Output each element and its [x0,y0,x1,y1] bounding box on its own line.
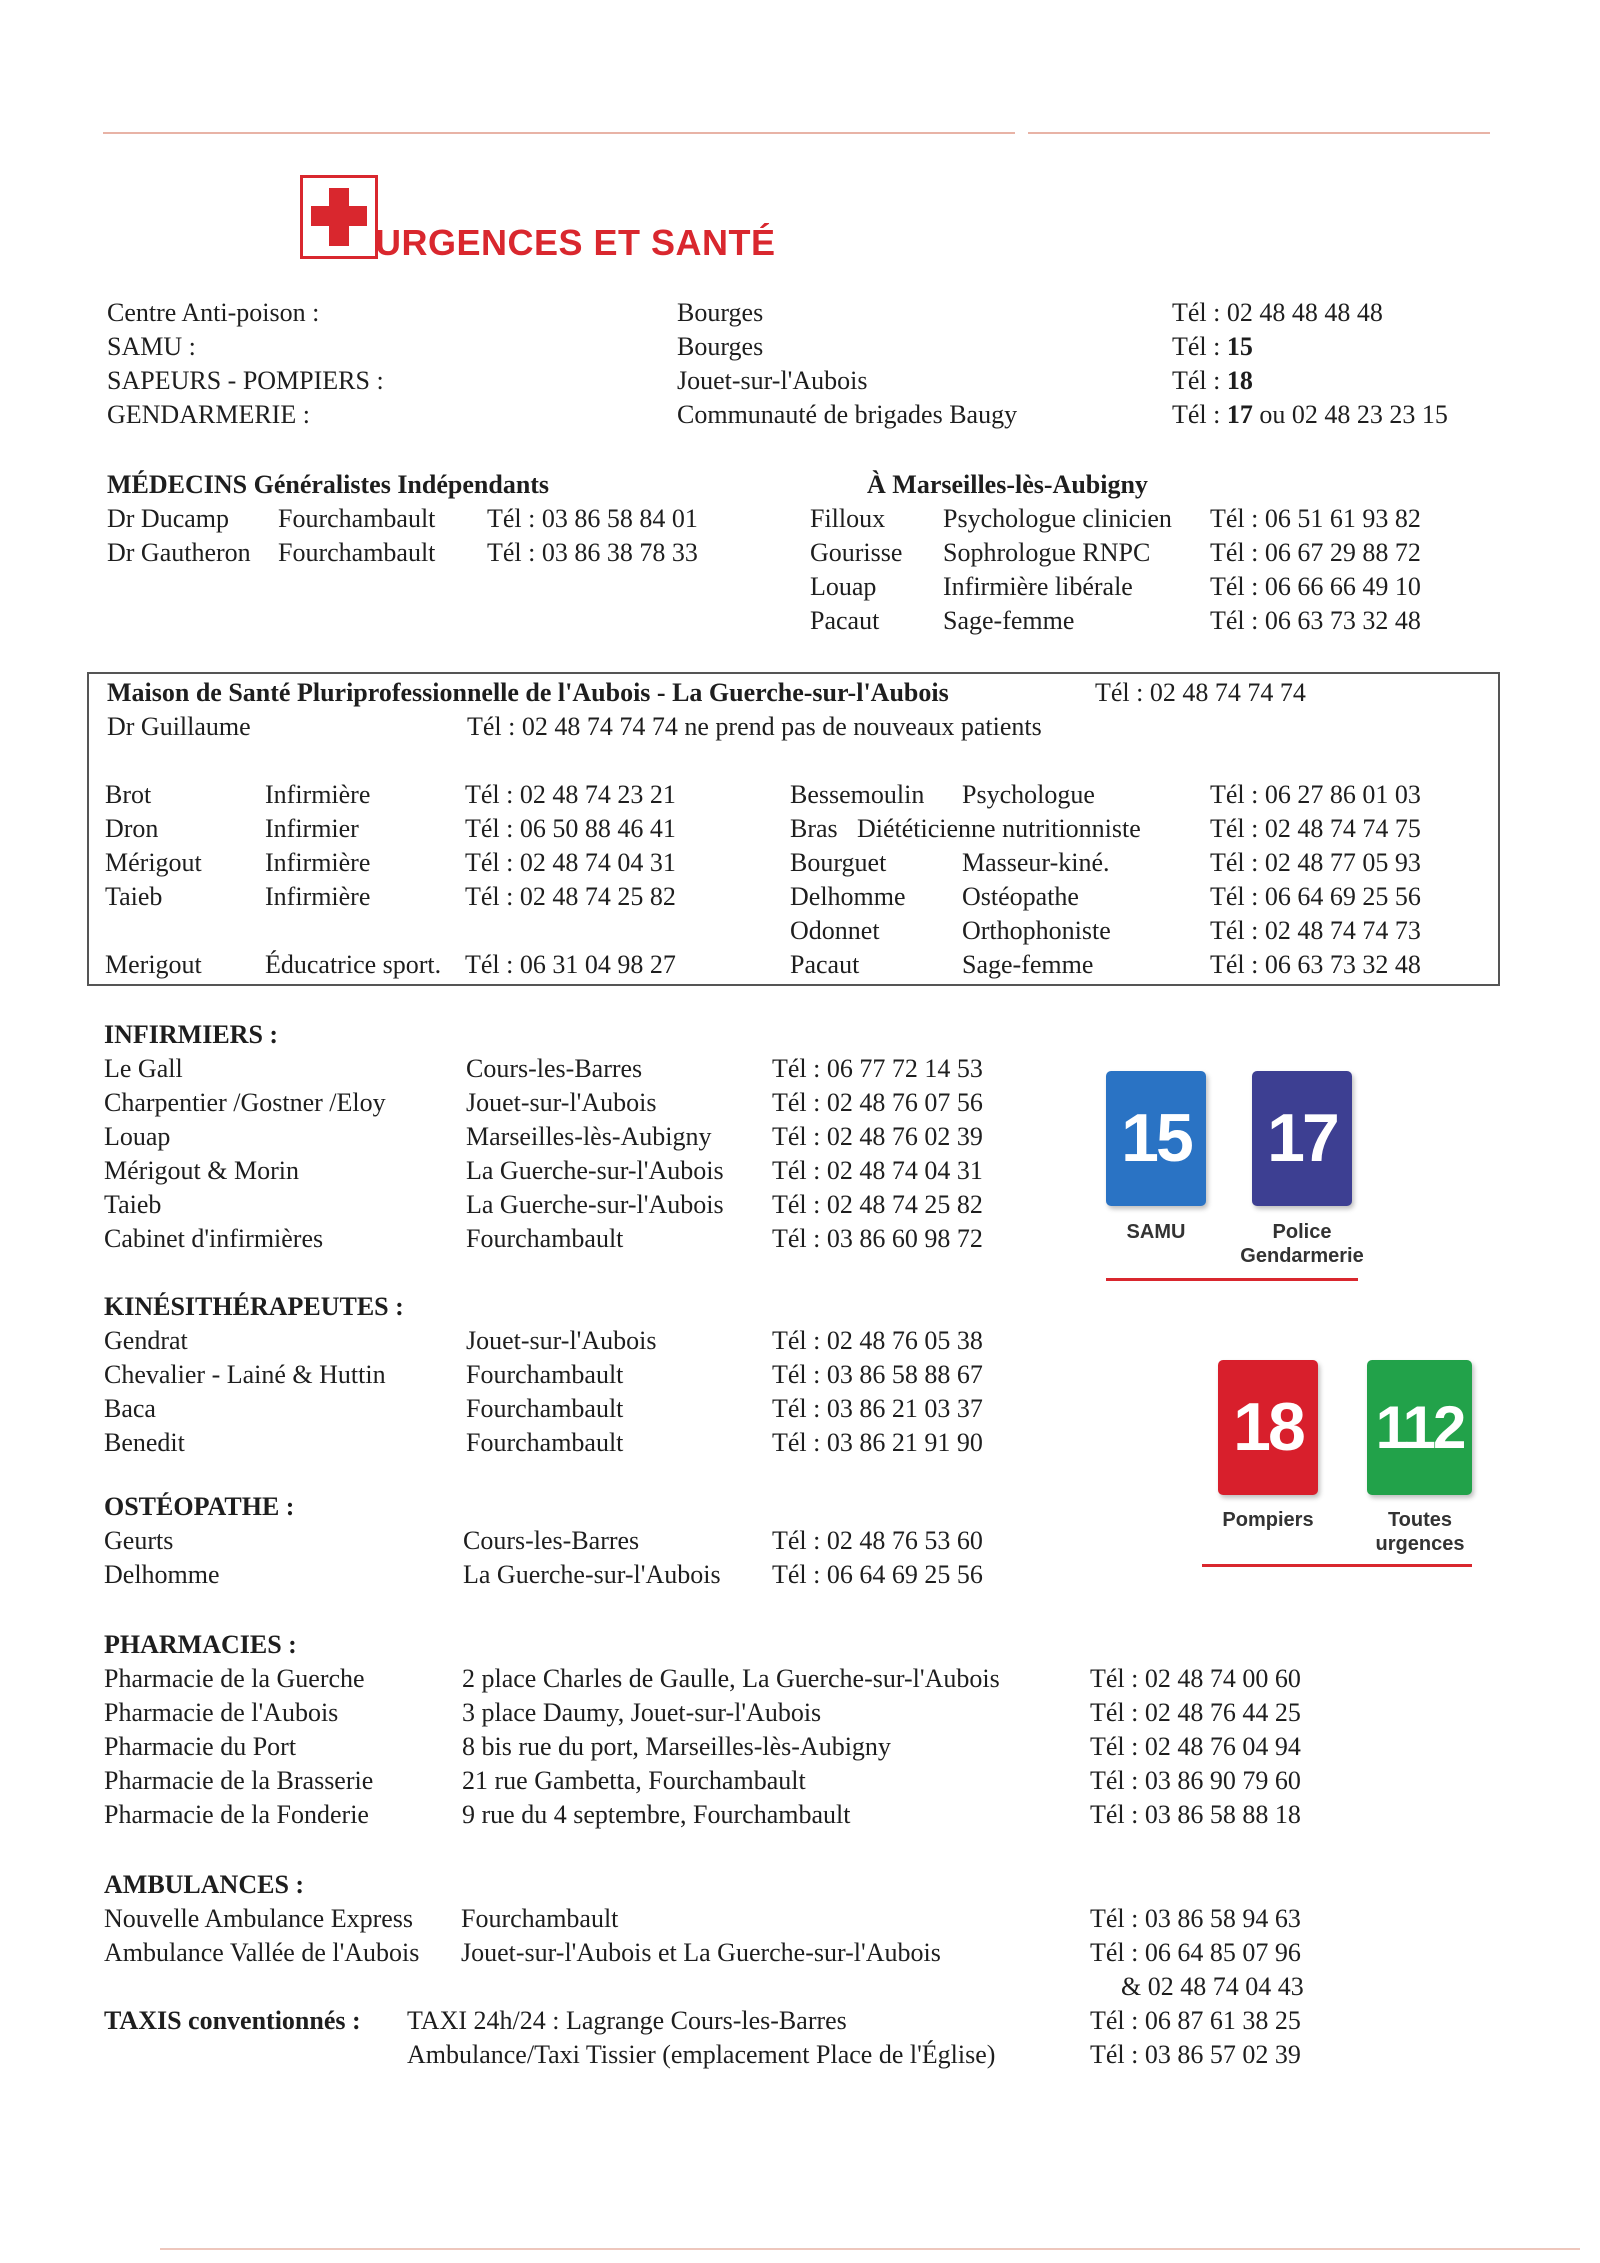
marseilles-name: Louap [810,572,877,601]
maison-role: Éducatrice sport. [265,950,442,979]
maison-tel: Tél : 06 50 88 46 41 [465,814,676,843]
maison-name: Bras [790,814,838,843]
ambulance-tel: Tél : 06 64 85 07 96 [1090,1938,1301,1967]
infirmier-tel: Tél : 02 48 76 07 56 [772,1088,983,1117]
maison-role: Infirmière [265,780,371,809]
emergency-tel: Tél : 18 [1172,366,1253,395]
ambulance-place: Fourchambault [461,1904,619,1933]
top-rule-right [1028,132,1490,134]
emergency-label: GENDARMERIE : [107,400,310,429]
maison-heading: Maison de Santé Pluriprofessionnelle de l'Aubois - La Guerche-sur-l'Aubois [107,678,949,707]
infirmier-name: Charpentier /Gostner /Eloy [104,1088,386,1117]
maison-tel: Tél : 02 48 74 25 82 [465,882,676,911]
maison-name: Bessemoulin [790,780,925,809]
infirmier-place: Jouet-sur-l'Aubois [466,1088,657,1117]
pharmacy-address: 2 place Charles de Gaulle, La Guerche-sur-l'Aubois [462,1664,1000,1693]
pompiers-label: Pompiers [1222,1509,1314,1531]
pharmacy-name: Pharmacie de la Fonderie [104,1800,369,1829]
taxi-name: Ambulance/Taxi Tissier (emplacement Place de l'Église) [407,2040,996,2069]
page-title: URGENCES ET SANTÉ [375,222,776,263]
marseilles-role: Psychologue clinicien [943,504,1172,533]
kine-name: Gendrat [104,1326,188,1355]
kine-tel: Tél : 03 86 21 91 90 [772,1428,983,1457]
pharmacies-heading: PHARMACIES : [104,1630,297,1659]
medecin-name: Dr Gautheron [107,538,251,567]
infirmier-place: La Guerche-sur-l'Aubois [466,1156,724,1185]
maison-name: Taieb [105,882,163,911]
taxi-tel: Tél : 06 87 61 38 25 [1090,2006,1301,2035]
kine-tel: Tél : 03 86 58 88 67 [772,1360,983,1389]
infirmier-tel: Tél : 02 48 74 25 82 [772,1190,983,1219]
maison-role: Ostéopathe [962,882,1079,911]
osteo-tel: Tél : 06 64 69 25 56 [772,1560,983,1589]
emergency-tel: Tél : 02 48 48 48 48 [1172,298,1383,327]
emergency-label: Centre Anti-poison : [107,298,320,327]
osteo-place: Cours-les-Barres [463,1526,640,1555]
pharmacy-name: Pharmacie de la Guerche [104,1664,365,1693]
taxi-name: TAXI 24h/24 : Lagrange Cours-les-Barres [407,2006,847,2035]
pharmacy-tel: Tél : 03 86 90 79 60 [1090,1766,1301,1795]
top-rule-left [103,132,1015,134]
urgences-number-tile: 112 [1367,1360,1472,1495]
samu-label: SAMU [1126,1221,1186,1243]
maison-tel: Tél : 02 48 74 74 75 [1210,814,1421,843]
pharmacy-tel: Tél : 02 48 74 00 60 [1090,1664,1301,1693]
marseilles-tel: Tél : 06 63 73 32 48 [1210,606,1421,635]
maison-tel: Tél : 06 27 86 01 03 [1210,780,1421,809]
maison-role: Orthophoniste [962,916,1111,945]
medecin-place: Fourchambault [278,538,436,567]
osteo-tel: Tél : 02 48 76 53 60 [772,1526,983,1555]
police-number-tile: 17 [1252,1071,1352,1206]
pharmacy-name: Pharmacie de la Brasserie [104,1766,374,1795]
medecin-tel: Tél : 03 86 38 78 33 [487,538,698,567]
infirmier-name: Cabinet d'infirmières [104,1224,324,1253]
emergency-place: Jouet-sur-l'Aubois [677,366,868,395]
emergency-label: SAPEURS - POMPIERS : [107,366,384,395]
infirmier-place: Fourchambault [466,1224,624,1253]
maison-role: Sage-femme [962,950,1094,979]
pharmacy-address: 3 place Daumy, Jouet-sur-l'Aubois [462,1698,822,1727]
maison-name: Bourguet [790,848,887,877]
marseilles-name: Filloux [810,504,886,533]
marseilles-role: Infirmière libérale [943,572,1133,601]
kine-name: Benedit [104,1428,185,1457]
infirmier-place: La Guerche-sur-l'Aubois [466,1190,724,1219]
maison-tel: Tél : 02 48 77 05 93 [1210,848,1421,877]
marseilles-role: Sophrologue RNPC [943,538,1151,567]
emergency-tel: Tél : 15 [1172,332,1253,361]
infirmiers-heading: INFIRMIERS : [104,1020,279,1049]
infirmier-name: Louap [104,1122,171,1151]
taxis-heading: TAXIS conventionnés : [104,2006,361,2035]
ambulances-heading: AMBULANCES : [104,1870,305,1899]
maison-tel: Tél : 02 48 74 23 21 [465,780,676,809]
maison-name: Mérigout [105,848,202,877]
medecin-place: Fourchambault [278,504,436,533]
osteo-place: La Guerche-sur-l'Aubois [463,1560,721,1589]
infirmier-name: Mérigout & Morin [104,1156,299,1185]
marseilles-tel: Tél : 06 51 61 93 82 [1210,504,1421,533]
pharmacy-tel: Tél : 02 48 76 04 94 [1090,1732,1301,1761]
taxi-tel: Tél : 03 86 57 02 39 [1090,2040,1301,2069]
police-label: Police Gendarmerie [1240,1221,1364,1267]
maison-tel: Tél : 06 64 69 25 56 [1210,882,1421,911]
maison-doctor: Dr Guillaume [107,712,251,741]
kine-place: Fourchambault [466,1428,624,1457]
maison-name: Brot [105,780,152,809]
marseilles-name: Pacaut [810,606,880,635]
kine-tel: Tél : 03 86 21 03 37 [772,1394,983,1423]
maison-name: Pacaut [790,950,860,979]
maison-name: Dron [105,814,159,843]
red-cross-icon [300,175,378,259]
maison-role: Masseur-kiné. [962,848,1110,877]
infirmier-tel: Tél : 03 86 60 98 72 [772,1224,983,1253]
infirmier-place: Cours-les-Barres [466,1054,643,1083]
pompiers-number-tile: 18 [1218,1360,1318,1495]
kine-name: Baca [104,1394,156,1423]
tiles-divider [1202,1564,1472,1567]
medecin-tel: Tél : 03 86 58 84 01 [487,504,698,533]
infirmier-name: Taieb [104,1190,162,1219]
pharmacy-address: 9 rue du 4 septembre, Fourchambault [462,1800,851,1829]
osteo-name: Geurts [104,1526,174,1555]
pharmacy-name: Pharmacie du Port [104,1732,297,1761]
pharmacy-tel: Tél : 03 86 58 88 18 [1090,1800,1301,1829]
kine-tel: Tél : 02 48 76 05 38 [772,1326,983,1355]
kines-heading: KINÉSITHÉRAPEUTES : [104,1292,404,1321]
pharmacy-name: Pharmacie de l'Aubois [104,1698,339,1727]
osteo-heading: OSTÉOPATHE : [104,1492,295,1521]
medecin-name: Dr Ducamp [107,504,230,533]
kine-name: Chevalier - Lainé & Huttin [104,1360,386,1389]
infirmier-tel: Tél : 06 77 72 14 53 [772,1054,983,1083]
osteo-name: Delhomme [104,1560,220,1589]
maison-name: Odonnet [790,916,880,945]
emergency-tel: Tél : 17 ou 02 48 23 23 15 [1172,400,1448,429]
urgences-label: Toutes urgences [1375,1509,1465,1555]
infirmier-name: Le Gall [104,1054,183,1083]
marseilles-tel: Tél : 06 66 66 49 10 [1210,572,1421,601]
kine-place: Fourchambault [466,1360,624,1389]
maison-tel: Tél : 06 63 73 32 48 [1210,950,1421,979]
bottom-rule [160,2248,1580,2250]
ambulance-extra-tel: & 02 48 74 04 43 [1121,1972,1304,2001]
pharmacy-address: 8 bis rue du port, Marseilles-lès-Aubigny [462,1732,891,1761]
maison-heading-tel: Tél : 02 48 74 74 74 [1095,678,1306,707]
emergency-label: SAMU : [107,332,196,361]
samu-number-tile: 15 [1106,1071,1206,1206]
ambulance-name: Nouvelle Ambulance Express [104,1904,414,1933]
maison-role: Infirmière [265,882,371,911]
marseilles-tel: Tél : 06 67 29 88 72 [1210,538,1421,567]
pharmacy-tel: Tél : 02 48 76 44 25 [1090,1698,1301,1727]
medecins-heading: MÉDECINS Généralistes Indépendants [107,470,550,499]
emergency-place: Bourges [677,298,764,327]
maison-name: Delhomme [790,882,906,911]
ambulance-name: Ambulance Vallée de l'Aubois [104,1938,420,1967]
pharmacy-address: 21 rue Gambetta, Fourchambault [462,1766,806,1795]
maison-role: Diététicienne nutritionniste [857,814,1141,843]
marseilles-name: Gourisse [810,538,903,567]
infirmier-place: Marseilles-lès-Aubigny [466,1122,712,1151]
maison-tel: Tél : 02 48 74 04 31 [465,848,676,877]
maison-role: Infirmière [265,848,371,877]
maison-doctor-tel: Tél : 02 48 74 74 74 ne prend pas de nouveaux patients [467,712,1042,741]
emergency-place: Communauté de brigades Baugy [677,400,1018,429]
maison-name: Merigout [105,950,202,979]
marseilles-role: Sage-femme [943,606,1075,635]
maison-role: Psychologue [962,780,1095,809]
infirmier-tel: Tél : 02 48 74 04 31 [772,1156,983,1185]
emergency-place: Bourges [677,332,764,361]
maison-tel: Tél : 06 31 04 98 27 [465,950,676,979]
ambulance-tel: Tél : 03 86 58 94 63 [1090,1904,1301,1933]
maison-role: Infirmier [265,814,359,843]
marseilles-heading: À Marseilles-lès-Aubigny [867,470,1148,499]
ambulance-place: Jouet-sur-l'Aubois et La Guerche-sur-l'Aubois [461,1938,941,1967]
kine-place: Fourchambault [466,1394,624,1423]
tiles-divider [1106,1278,1358,1281]
infirmier-tel: Tél : 02 48 76 02 39 [772,1122,983,1151]
maison-tel: Tél : 02 48 74 74 73 [1210,916,1421,945]
kine-place: Jouet-sur-l'Aubois [466,1326,657,1355]
